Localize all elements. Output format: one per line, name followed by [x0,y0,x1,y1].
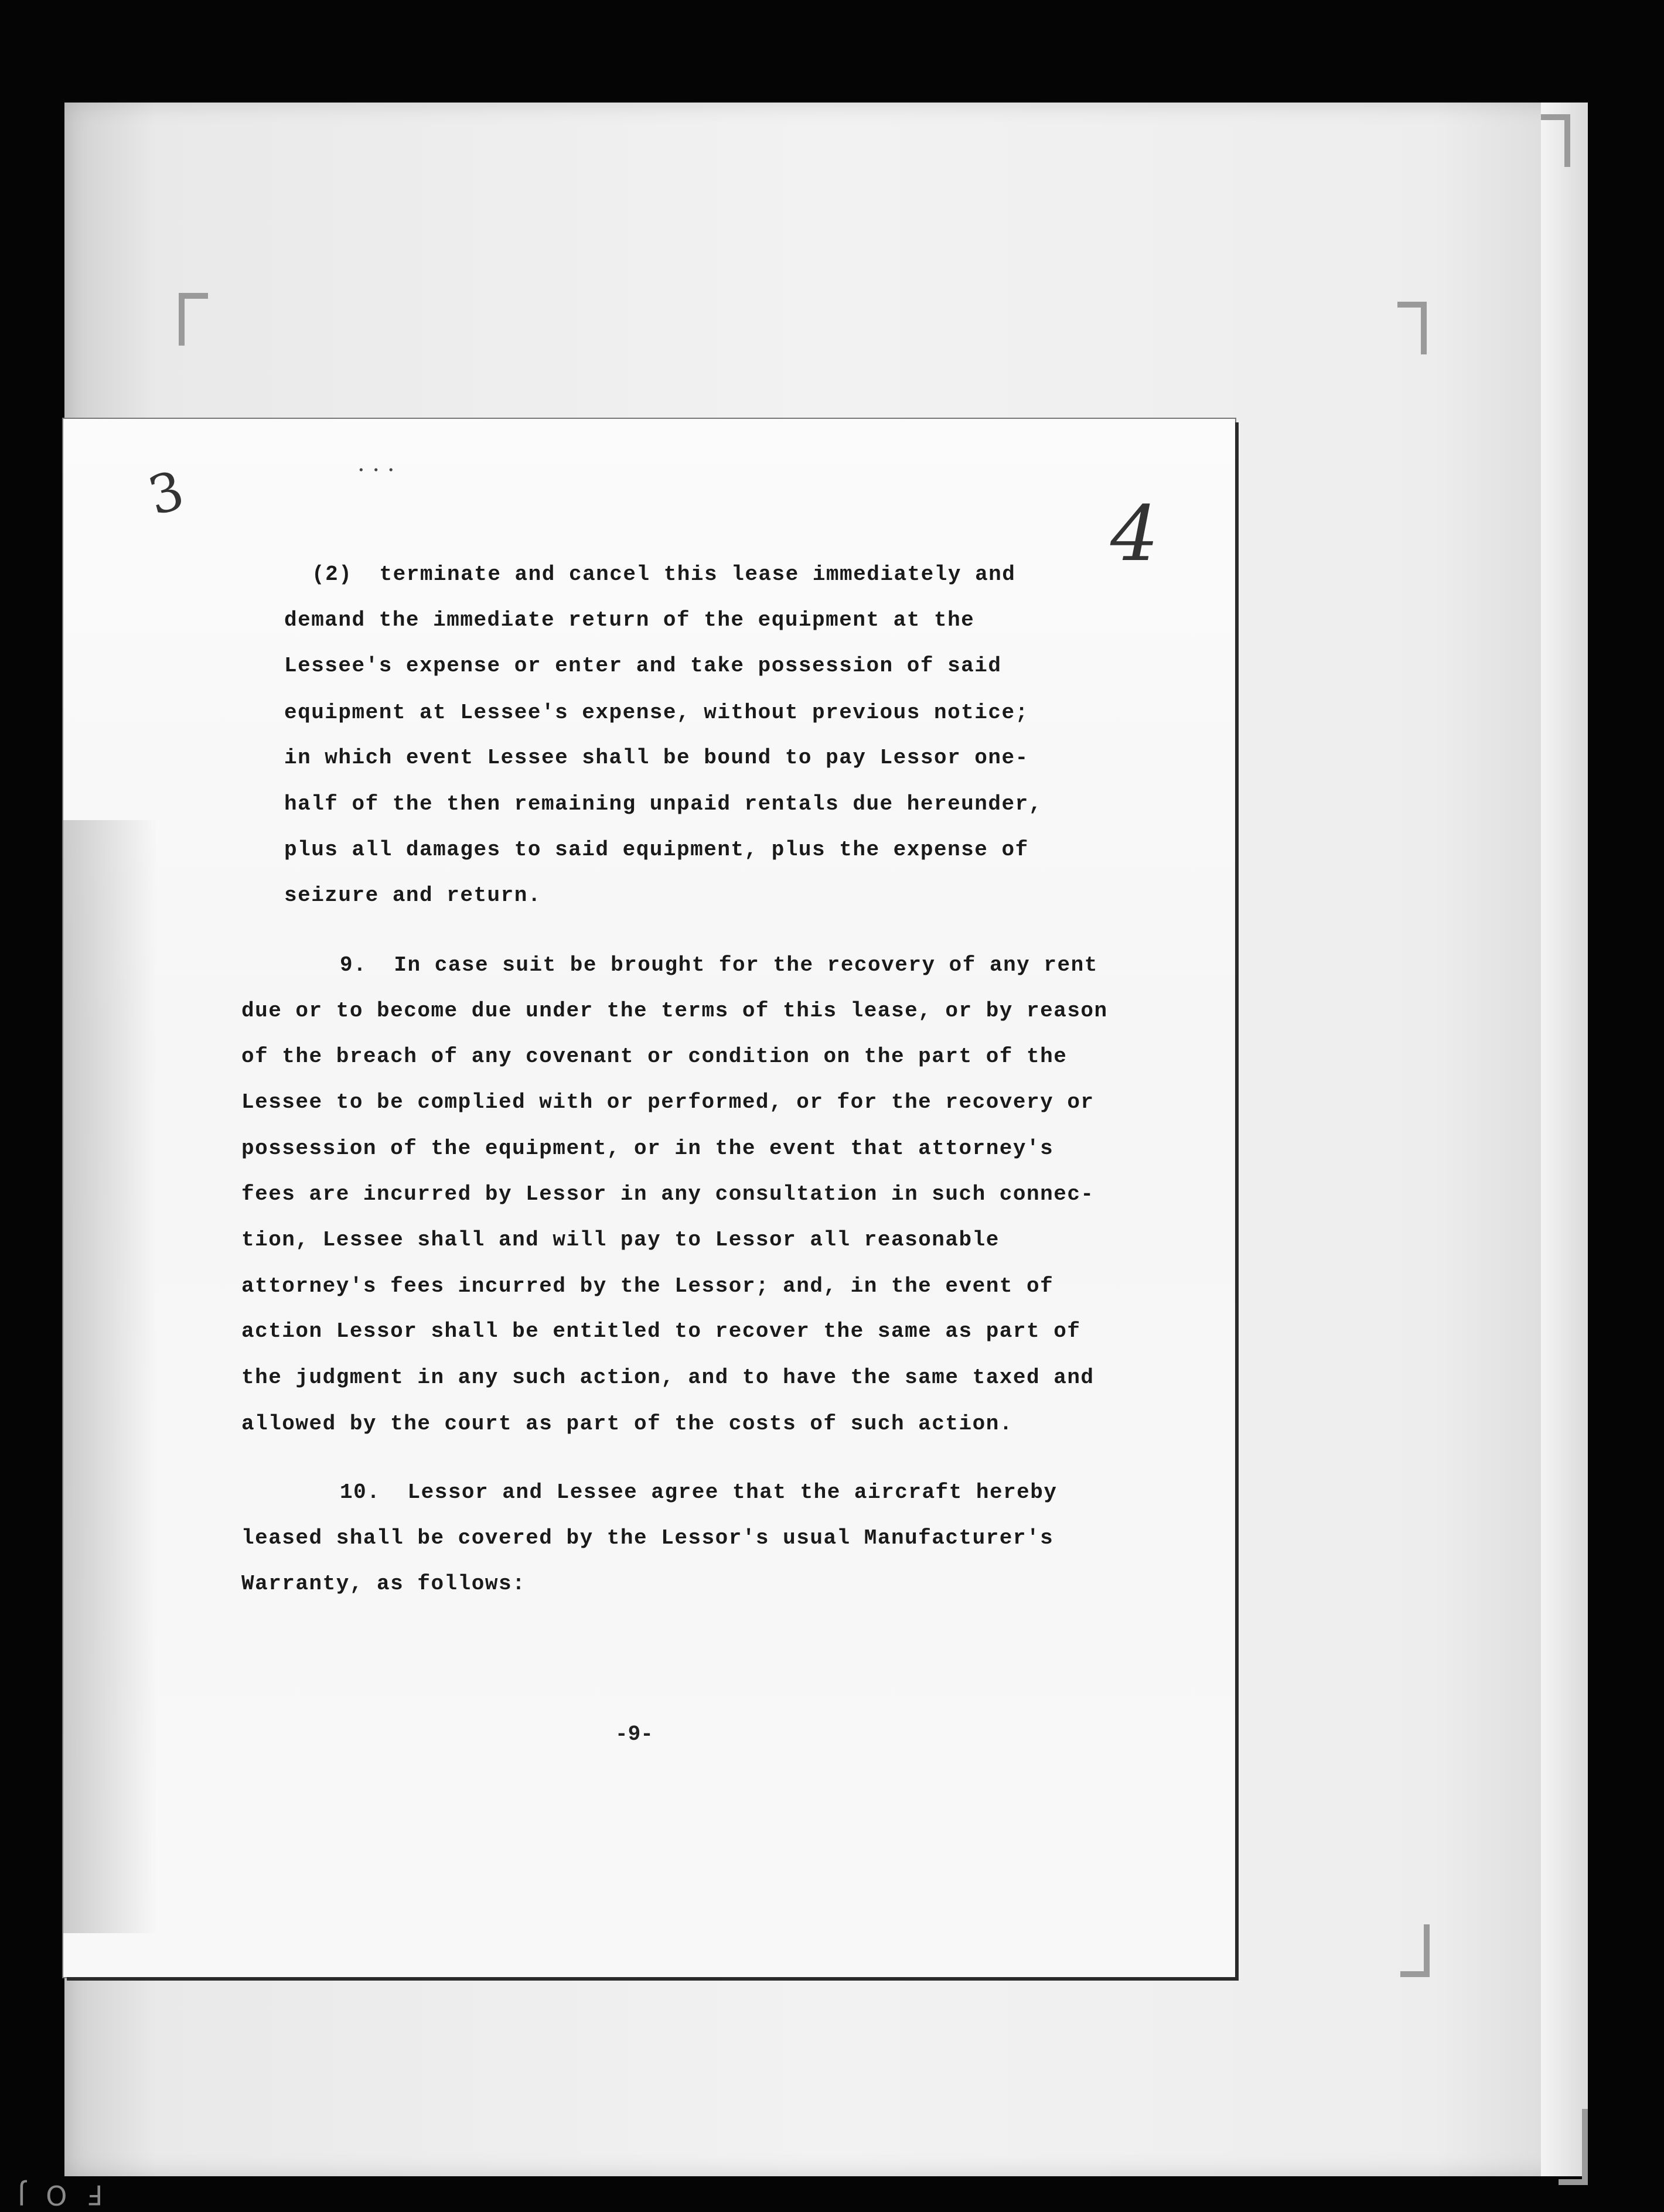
text-line: Warranty, as follows: [241,1572,526,1596]
text-line: leased shall be covered by the Lessor's usual Manufacturer's [241,1526,1054,1550]
text-line: fees are incurred by Lessor in any consultation in such connec- [241,1182,1094,1206]
text-line: equipment at Lessee's expense, without previous notice; [284,701,1029,725]
text-line: (2) terminate and cancel this lease immediately and [312,562,1016,586]
text-line: 10. Lessor and Lessee agree that the aircraft hereby [340,1480,1058,1504]
film-edge-label: F O J [12,2179,103,2211]
text-line: 9. In case suit be brought for the recovery of any rent [340,953,1098,977]
text-line: attorney's fees incurred by the Lessor; and, in the event of [241,1274,1054,1298]
crop-mark-bottom-right [1400,1924,1430,1977]
text-line: plus all damages to said equipment, plus the expense of [284,838,1029,862]
text-line: possession of the equipment, or in the event that attorney's [241,1136,1054,1160]
text-line: Lessee to be complied with or performed, or for the recovery or [241,1090,1094,1114]
text-line: Lessee's expense or enter and take possession of said [284,654,1002,678]
text-line: in which event Lessee shall be bound to pay Lessor one- [284,746,1029,770]
text-line: action Lessor shall be entitled to recover the same as part of [241,1319,1081,1343]
margin-note-right: 4 [1110,489,1159,578]
stray-marks: · · · [357,457,395,484]
crop-mark-outer-top-right [1541,114,1570,167]
text-line: tion, Lessee shall and will pay to Lessor all reasonable [241,1228,1000,1252]
crop-mark-top-left [179,293,208,346]
page-number: -9- [615,1722,653,1746]
text-line: of the breach of any covenant or condition on the part of the [241,1044,1068,1069]
text-line: the judgment in any such action, and to have the same taxed and [241,1366,1094,1390]
backing-sheet-edge [1541,103,1588,2176]
text-line: half of the then remaining unpaid rentals due hereunder, [284,792,1042,816]
crop-mark-top-right [1397,302,1427,354]
crop-mark-outer-bottom-right [1559,2109,1588,2185]
text-line: allowed by the court as part of the costs of such action. [241,1412,1013,1436]
text-line: demand the immediate return of the equipment at the [284,608,975,632]
text-line: due or to become due under the terms of this lease, or by reason [241,999,1108,1023]
text-line: seizure and return. [284,883,541,907]
page-shadow [63,820,157,1933]
margin-note-left: 3 [142,459,190,528]
